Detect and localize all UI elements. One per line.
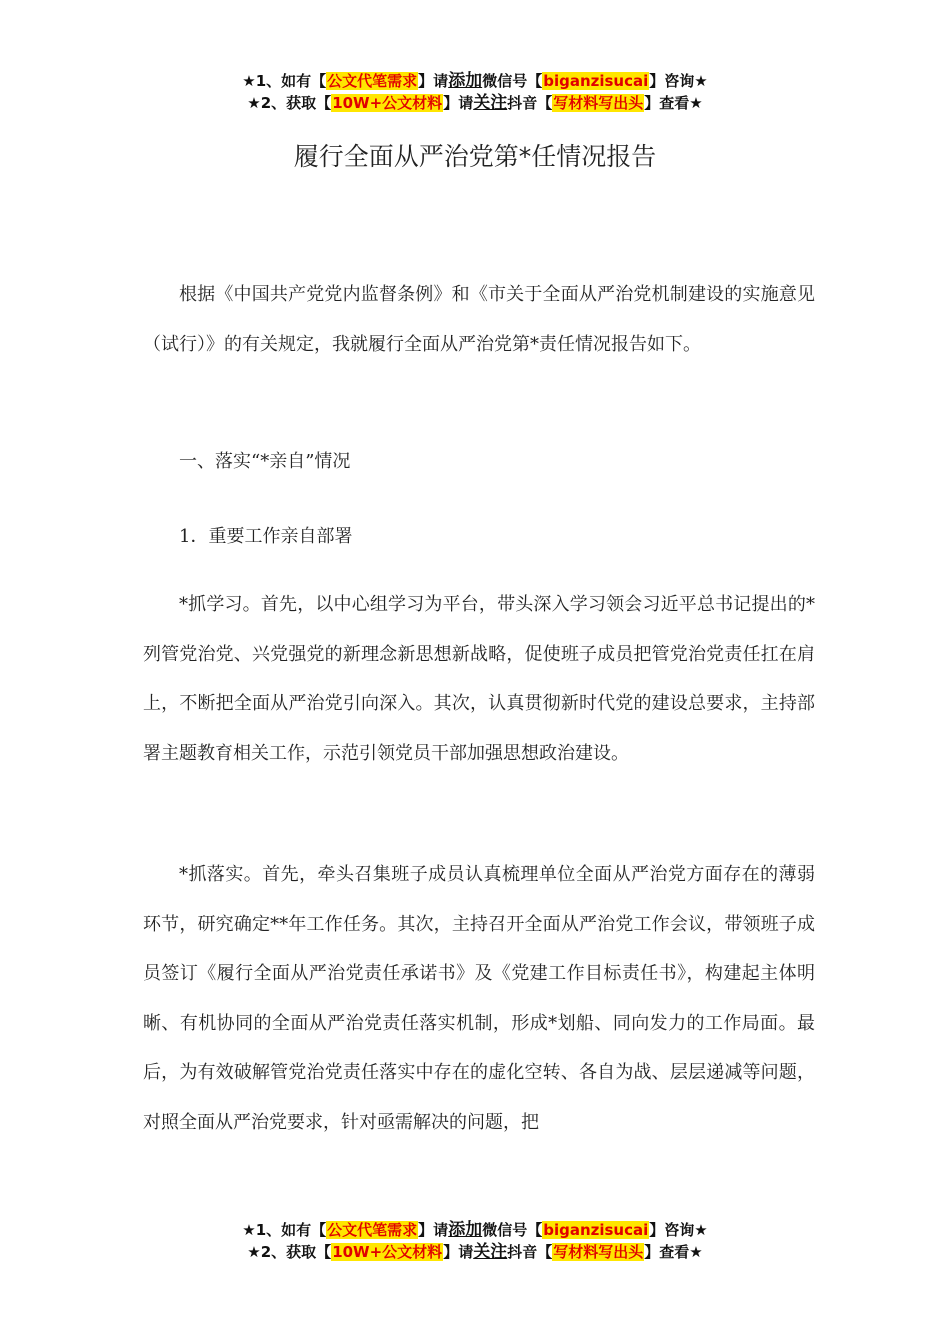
sub1-heading-text: 1．重要工作亲自部署 <box>179 526 353 547</box>
study-paragraph <box>143 580 815 778</box>
underlined-add: 添加 <box>448 1220 483 1240</box>
study-text: *抓学习。首先，以中心组学习为平台，带头深入学习领会习近平总书记提出的*列管党治党、兴党强党的新理念新思想新战略，促使班子成员把管党治党责任扛在肩上，不断把全面从严治党引向深入。其次，认真贯彻新时代党的建设总要求，主持部署主题教育相关工作，示范引领党员干部加强思想政治建设。 <box>143 594 815 764</box>
intro-paragraph <box>143 270 815 369</box>
underlined-follow: 关注 <box>473 1242 508 1262</box>
section1-heading <box>143 437 815 487</box>
top-banner-line1: ★1、如有【公文代笔需求】请添加微信号【biganzisucai】咨询★ <box>242 71 708 91</box>
highlight-douyin-id: 写材料写出头 <box>553 1243 644 1261</box>
highlight-materials: 10W+公文材料 <box>332 94 443 112</box>
bottom-banner-line1: ★1、如有【公文代笔需求】请添加微信号【biganzisucai】咨询★ <box>242 1220 708 1240</box>
top-banner-line2: ★2、获取【10W+公文材料】请关注抖音【写材料写出头】查看★ <box>247 93 703 113</box>
highlight-douyin-id: 写材料写出头 <box>553 94 644 112</box>
bottom-banner <box>0 1219 950 1263</box>
bottom-banner-line2: ★2、获取【10W+公文材料】请关注抖音【写材料写出头】查看★ <box>247 1242 703 1262</box>
intro-text: 根据《中国共产党党内监督条例》和《市关于全面从严治党机制建设的实施意见（试行）》的有关规定，我就履行全面从严治党第*责任情况报告如下。 <box>143 284 815 355</box>
top-banner <box>0 70 950 114</box>
section1-heading-text: 一、落实“*亲自”情况 <box>179 451 351 472</box>
implement-text: *抓落实。首先，牵头召集班子成员认真梳理单位全面从严治党方面存在的薄弱环节，研究确定**年工作任务。其次，主持召开全面从严治党工作会议，带领班子成员签订《履行全面从严治党责任承诺书》及《党建工作目标责任书》，构建起主体明晰、有机协同的全面从严治党责任落实机制，形成*划船、同向发力的工作局面。最后，为有效破解管党治党责任落实中存在的虚化空转、各自为战、层层递减等问题，对照全面从严治党要求，针对亟需解决的问题，把 <box>143 864 815 1133</box>
sub1-heading <box>143 512 815 562</box>
highlight-service: 公文代笔需求 <box>327 72 418 90</box>
implement-paragraph <box>143 850 815 1147</box>
document-title: 履行全面从严治党第*任情况报告 <box>293 142 657 171</box>
underlined-add: 添加 <box>448 71 483 91</box>
underlined-follow: 关注 <box>473 93 508 113</box>
highlight-wechat-id: biganzisucai <box>543 1221 649 1239</box>
highlight-wechat-id: biganzisucai <box>543 72 649 90</box>
highlight-materials: 10W+公文材料 <box>332 1243 443 1261</box>
highlight-service: 公文代笔需求 <box>327 1221 418 1239</box>
